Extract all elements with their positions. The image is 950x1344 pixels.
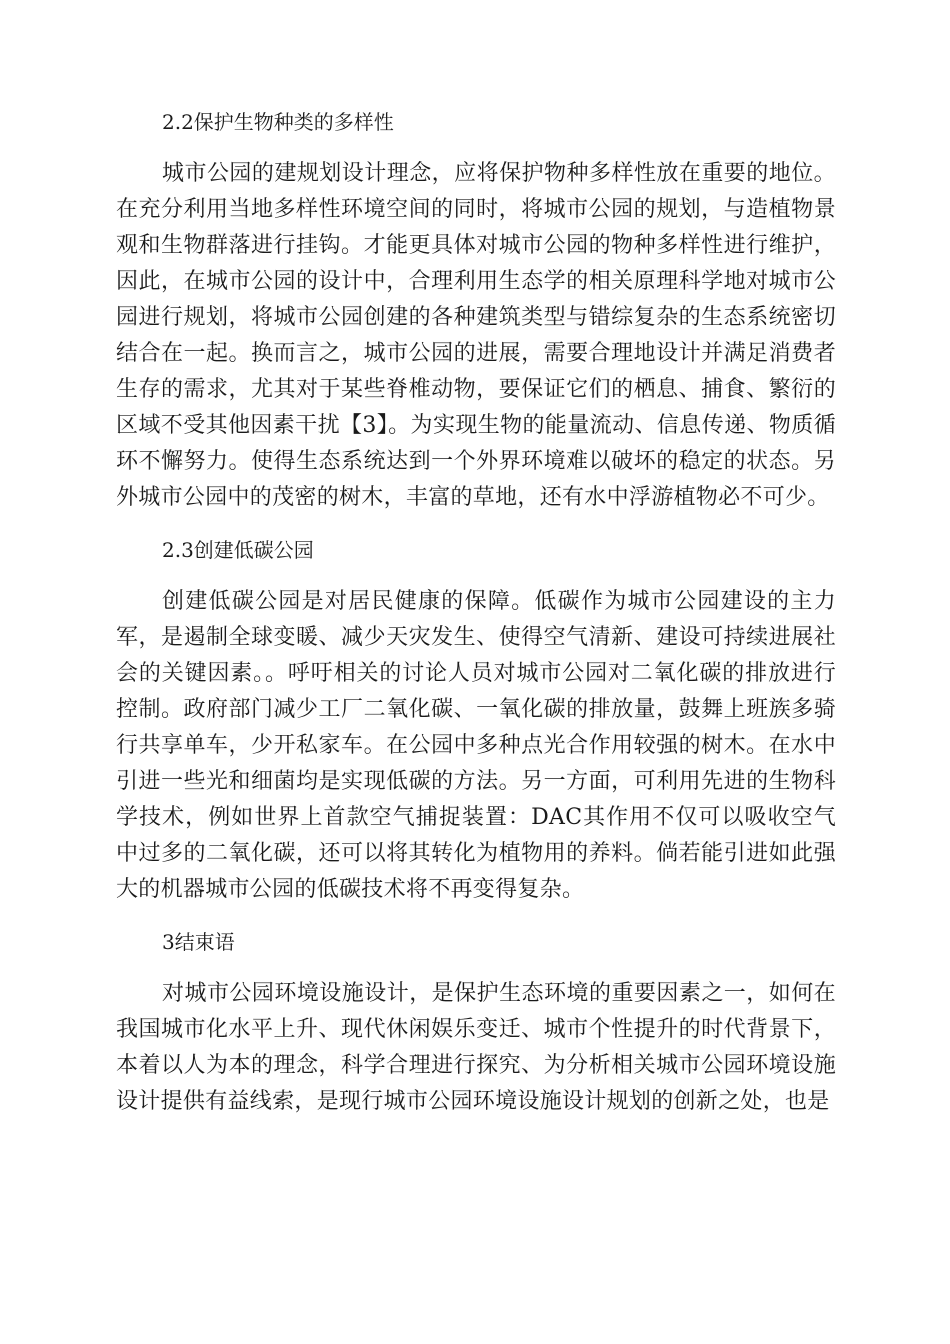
spacer — [116, 908, 836, 922]
section-heading-low-carbon-park: 2.3创建低碳公园 — [162, 538, 314, 562]
section-paragraph-biodiversity: 城市公园的建规划设计理念，应将保护物种多样性放在重要的地位。在充分利用当地多样性环境空间的同时，将城市公园的规划，与造植物景观和生物群落进行挂钩。才能更具体对城市公园的物种多样性进行维护，因此，在城市公园的设计中，合理利用生态学的相关原理科学地对城市公园进行规划，将城市公园创建的各种建筑类型与错综复杂的生态系统密切结合在一起。换而言之，城市公园的进展，需要合理地设计并满足消费者生存的需求，尤其对于某些脊椎动物，要保证它们的栖息、捕食、繁衍的区域不受其他因素干扰【3】。为实现生物的能量流动、信息传递、物质循环不懈努力。使得生态系统达到一个外界环境难以破坏的稳定的状态。另外城市公园中的茂密的树木，丰富的草地，还有水中浮游植物必不可少。 — [116, 161, 836, 510]
spacer — [116, 570, 836, 584]
section-heading-conclusion: 3结束语 — [162, 930, 235, 954]
spacer — [116, 516, 836, 530]
spacer — [116, 142, 836, 156]
document-body — [116, 102, 836, 1120]
section-paragraph-conclusion: 对城市公园环境设施设计，是保护生态环境的重要因素之一，如何在我国城市化水平上升、现代休闲娱乐变迁、城市个性提升的时代背景下，本着以人为本的理念，科学合理进行探究、为分析相关城市公园环境设施设计提供有益线索，是现行城市公园环境设施设计规划的创新之处，也是 — [116, 981, 836, 1114]
section-paragraph-low-carbon-park: 创建低碳公园是对居民健康的保障。低碳作为城市公园建设的主力军，是遏制全球变暖、减少天灾发生、使得空气清新、建设可持续进展社会的关键因素。。呼吁相关的讨论人员对城市公园对二氧化碳的排放进行控制。政府部门减少工厂二氧化碳、一氧化碳的排放量，鼓舞上班族多骑行共享单车，少开私家车。在公园中多种点光合作用较强的树木。在水中引进一些光和细菌均是实现低碳的方法。另一方面，可利用先进的生物科学技术，例如世界上首款空气捕捉装置：DAC其作用不仅可以吸收空气中过多的二氧化碳，还可以将其转化为植物用的养料。倘若能引进如此强大的机器城市公园的低碳技术将不再变得复杂。 — [116, 589, 836, 902]
spacer — [116, 962, 836, 976]
section-heading-biodiversity: 2.2保护生物种类的多样性 — [162, 110, 394, 134]
